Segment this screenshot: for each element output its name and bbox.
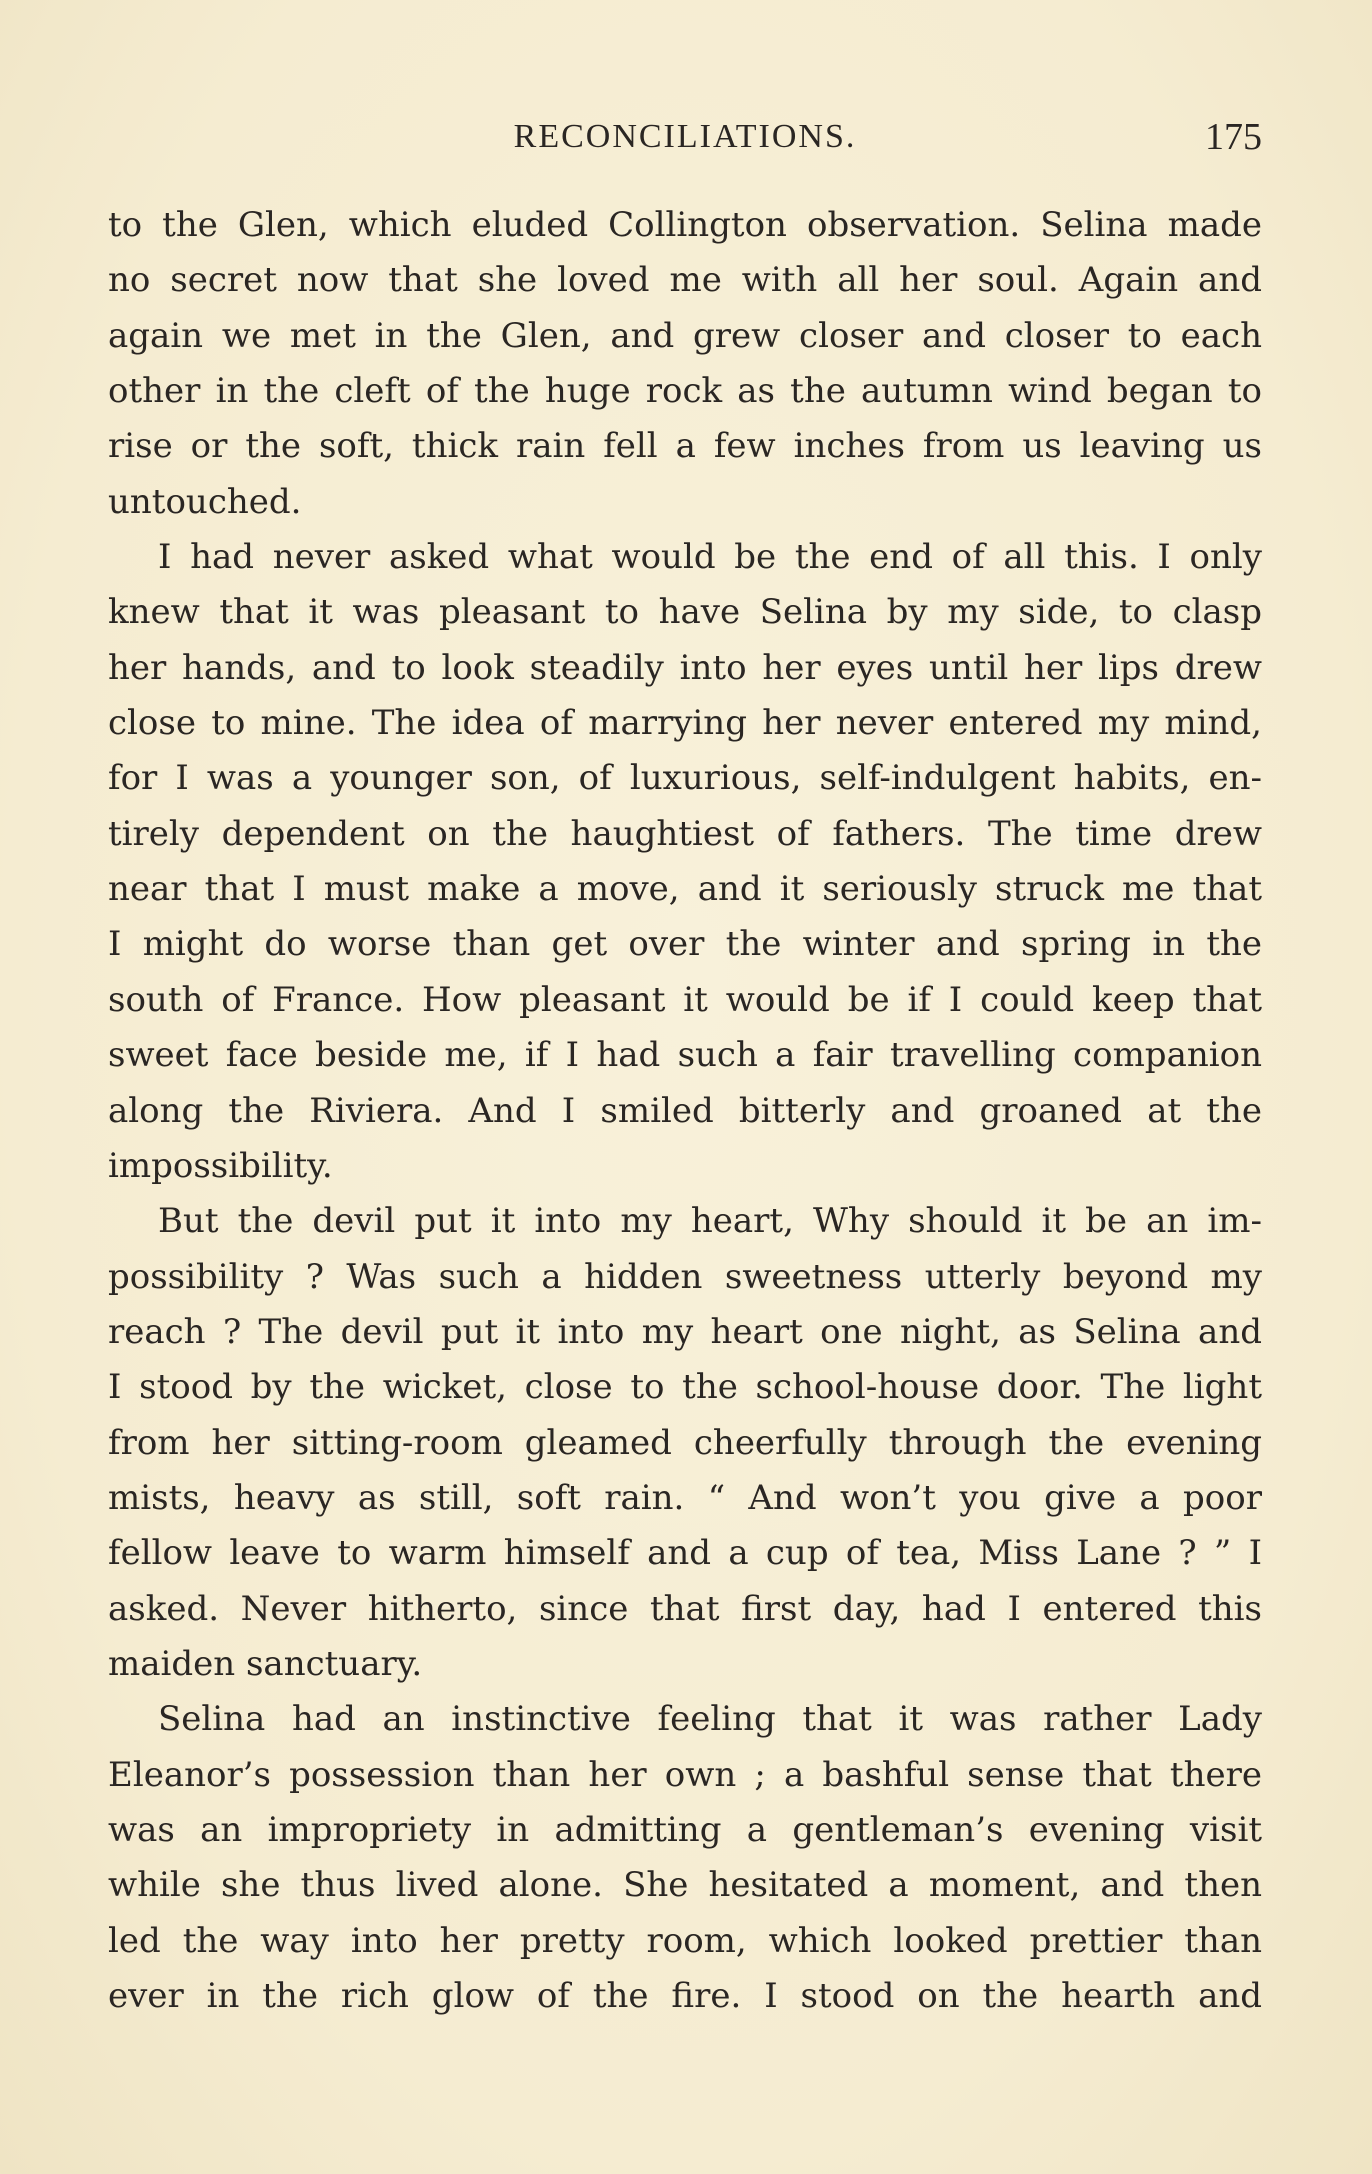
- text-line: near that I must make a move, and it seriously struck me that: [108, 869, 1262, 910]
- text-line: for I was a younger son, of luxurious, self-indulgent habits, en-: [108, 758, 1262, 799]
- text-line: fellow leave to warm himself and a cup of tea, Miss Lane ? ” I: [108, 1533, 1262, 1574]
- text-line: I stood by the wicket, close to the school-house door. The light: [108, 1367, 1262, 1408]
- text-line: Eleanor’s possession than her own ; a bashful sense that there: [108, 1754, 1262, 1795]
- running-title: RECONCILIATIONS.: [513, 118, 857, 155]
- text-line: ever in the rich glow of the fire. I stood on the hearth and: [108, 1976, 1262, 2016]
- text-line: sweet face beside me, if I had such a fair travelling companion: [108, 1035, 1262, 1076]
- text-line: impossibility.: [108, 1145, 333, 1186]
- text-line: her hands, and to look steadily into her eyes until her lips drew: [108, 647, 1262, 688]
- text-line: reach ? The devil put it into my heart one night, as Selina and: [108, 1311, 1262, 1352]
- text-line: south of France. How pleasant it would be if I could keep that: [108, 979, 1262, 1020]
- text-line: no secret now that she loved me with all her soul. Again and: [108, 260, 1262, 301]
- text-line: again we met in the Glen, and grew closer and closer to each: [108, 315, 1262, 356]
- text-line: other in the cleft of the huge rock as the autumn wind began to: [108, 371, 1262, 412]
- text-line: to the Glen, which eluded Collington observation. Selina made: [108, 205, 1262, 245]
- text-line: from her sitting-room gleamed cheerfully through the evening: [108, 1422, 1262, 1463]
- text-line: I had never asked what would be the end of all this. I only: [158, 537, 1262, 578]
- text-line: knew that it was pleasant to have Selina by my side, to clasp: [108, 592, 1262, 633]
- text-line: was an impropriety in admitting a gentleman’s evening visit: [108, 1809, 1262, 1850]
- running-head: [108, 112, 1262, 162]
- text-line: mists, heavy as still, soft rain. “ And won’t you give a poor: [108, 1477, 1262, 1518]
- text-line: tirely dependent on the haughtiest of fathers. The time drew: [108, 813, 1262, 854]
- body-text: [108, 198, 1262, 2024]
- text-line: along the Riviera. And I smiled bitterly and groaned at the: [108, 1090, 1262, 1131]
- text-line: maiden sanctuary.: [108, 1643, 423, 1684]
- text-line: I might do worse than get over the winter and spring in the: [108, 924, 1262, 965]
- text-line: rise or the soft, thick rain fell a few inches from us leaving us: [108, 426, 1262, 467]
- text-line: while she thus lived alone. She hesitated a moment, and then: [108, 1865, 1262, 1906]
- text-line: possibility ? Was such a hidden sweetness utterly beyond my: [108, 1256, 1262, 1297]
- page-number: 175: [1205, 116, 1262, 158]
- text-line: Selina had an instinctive feeling that it was rather Lady: [158, 1699, 1262, 1740]
- text-line: untouched.: [108, 481, 302, 522]
- text-line: asked. Never hitherto, since that first day, had I entered this: [108, 1588, 1262, 1629]
- text-line: But the devil put it into my heart, Why should it be an im-: [158, 1201, 1262, 1242]
- text-line: led the way into her pretty room, which looked prettier than: [108, 1920, 1262, 1961]
- text-line: close to mine. The idea of marrying her never entered my mind,: [108, 703, 1262, 744]
